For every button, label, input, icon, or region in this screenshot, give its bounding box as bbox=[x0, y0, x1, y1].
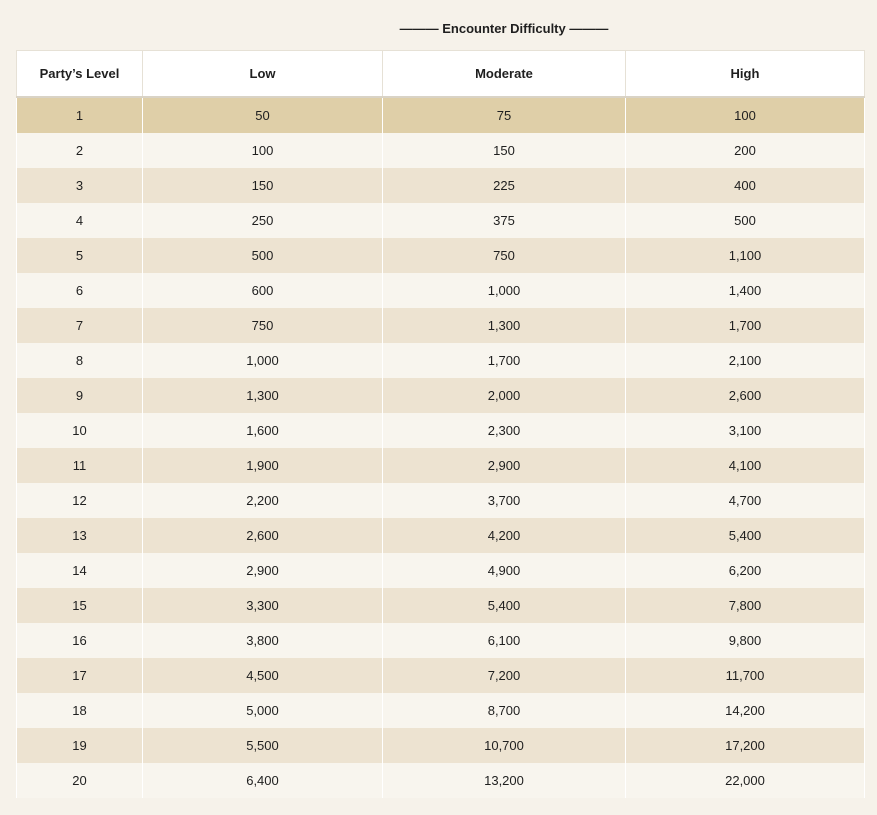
cell-high: 22,000 bbox=[626, 763, 865, 798]
cell-party-level: 14 bbox=[17, 553, 143, 588]
cell-party-level: 17 bbox=[17, 658, 143, 693]
cell-high: 200 bbox=[626, 133, 865, 168]
cell-moderate: 13,200 bbox=[383, 763, 626, 798]
cell-party-level: 12 bbox=[17, 483, 143, 518]
cell-moderate: 150 bbox=[383, 133, 626, 168]
table-row bbox=[17, 553, 865, 588]
cell-moderate: 2,900 bbox=[383, 448, 626, 483]
table-row bbox=[17, 378, 865, 413]
cell-low: 5,500 bbox=[143, 728, 383, 763]
cell-high: 1,100 bbox=[626, 238, 865, 273]
cell-party-level: 20 bbox=[17, 763, 143, 798]
cell-low: 2,900 bbox=[143, 553, 383, 588]
cell-moderate: 10,700 bbox=[383, 728, 626, 763]
table-row bbox=[17, 483, 865, 518]
table-row bbox=[17, 308, 865, 343]
cell-low: 3,800 bbox=[143, 623, 383, 658]
table-row bbox=[17, 343, 865, 378]
cell-moderate: 1,000 bbox=[383, 273, 626, 308]
cell-high: 14,200 bbox=[626, 693, 865, 728]
cell-low: 2,600 bbox=[143, 518, 383, 553]
table-row bbox=[17, 448, 865, 483]
header-low: Low bbox=[143, 51, 383, 98]
cell-moderate: 1,300 bbox=[383, 308, 626, 343]
cell-party-level: 6 bbox=[17, 273, 143, 308]
cell-low: 100 bbox=[143, 133, 383, 168]
table-row bbox=[17, 693, 865, 728]
cell-party-level: 3 bbox=[17, 168, 143, 203]
cell-party-level: 13 bbox=[17, 518, 143, 553]
encounter-difficulty-table bbox=[16, 50, 865, 798]
cell-moderate: 75 bbox=[383, 97, 626, 133]
cell-high: 4,100 bbox=[626, 448, 865, 483]
cell-party-level: 11 bbox=[17, 448, 143, 483]
cell-low: 150 bbox=[143, 168, 383, 203]
cell-low: 1,300 bbox=[143, 378, 383, 413]
cell-low: 500 bbox=[143, 238, 383, 273]
header-high: High bbox=[626, 51, 865, 98]
cell-high: 2,100 bbox=[626, 343, 865, 378]
cell-party-level: 1 bbox=[17, 97, 143, 133]
cell-high: 9,800 bbox=[626, 623, 865, 658]
table-row bbox=[17, 518, 865, 553]
cell-party-level: 9 bbox=[17, 378, 143, 413]
cell-party-level: 15 bbox=[17, 588, 143, 623]
cell-low: 2,200 bbox=[143, 483, 383, 518]
cell-party-level: 16 bbox=[17, 623, 143, 658]
table-row bbox=[17, 763, 865, 798]
cell-high: 6,200 bbox=[626, 553, 865, 588]
cell-moderate: 4,900 bbox=[383, 553, 626, 588]
table-row bbox=[17, 728, 865, 763]
cell-moderate: 750 bbox=[383, 238, 626, 273]
cell-high: 1,700 bbox=[626, 308, 865, 343]
table-header bbox=[17, 51, 865, 98]
cell-high: 3,100 bbox=[626, 413, 865, 448]
cell-high: 100 bbox=[626, 97, 865, 133]
cell-high: 11,700 bbox=[626, 658, 865, 693]
cell-high: 7,800 bbox=[626, 588, 865, 623]
table-row bbox=[17, 658, 865, 693]
cell-high: 2,600 bbox=[626, 378, 865, 413]
cell-low: 750 bbox=[143, 308, 383, 343]
cell-high: 1,400 bbox=[626, 273, 865, 308]
table-caption: ——— Encounter Difficulty ——— bbox=[399, 20, 609, 36]
table-row bbox=[17, 168, 865, 203]
cell-high: 17,200 bbox=[626, 728, 865, 763]
cell-low: 3,300 bbox=[143, 588, 383, 623]
table-row bbox=[17, 133, 865, 168]
table-row bbox=[17, 623, 865, 658]
table-body bbox=[17, 97, 865, 798]
cell-high: 4,700 bbox=[626, 483, 865, 518]
cell-moderate: 2,300 bbox=[383, 413, 626, 448]
header-moderate: Moderate bbox=[383, 51, 626, 98]
cell-moderate: 5,400 bbox=[383, 588, 626, 623]
cell-moderate: 225 bbox=[383, 168, 626, 203]
cell-low: 1,000 bbox=[143, 343, 383, 378]
table-row bbox=[17, 273, 865, 308]
cell-party-level: 10 bbox=[17, 413, 143, 448]
cell-high: 5,400 bbox=[626, 518, 865, 553]
cell-low: 50 bbox=[143, 97, 383, 133]
cell-party-level: 4 bbox=[17, 203, 143, 238]
cell-moderate: 4,200 bbox=[383, 518, 626, 553]
cell-high: 400 bbox=[626, 168, 865, 203]
cell-low: 6,400 bbox=[143, 763, 383, 798]
cell-party-level: 5 bbox=[17, 238, 143, 273]
cell-moderate: 375 bbox=[383, 203, 626, 238]
cell-moderate: 1,700 bbox=[383, 343, 626, 378]
encounter-difficulty-table-container bbox=[16, 50, 864, 798]
cell-moderate: 2,000 bbox=[383, 378, 626, 413]
table-row bbox=[17, 97, 865, 133]
cell-party-level: 2 bbox=[17, 133, 143, 168]
table-row bbox=[17, 203, 865, 238]
header-party-level: Party’s Level bbox=[17, 51, 143, 98]
cell-low: 4,500 bbox=[143, 658, 383, 693]
cell-moderate: 7,200 bbox=[383, 658, 626, 693]
cell-moderate: 6,100 bbox=[383, 623, 626, 658]
cell-party-level: 8 bbox=[17, 343, 143, 378]
cell-moderate: 3,700 bbox=[383, 483, 626, 518]
cell-low: 250 bbox=[143, 203, 383, 238]
cell-party-level: 18 bbox=[17, 693, 143, 728]
table-row bbox=[17, 413, 865, 448]
cell-low: 1,900 bbox=[143, 448, 383, 483]
header-row bbox=[17, 51, 865, 98]
table-row bbox=[17, 588, 865, 623]
cell-low: 5,000 bbox=[143, 693, 383, 728]
cell-high: 500 bbox=[626, 203, 865, 238]
cell-low: 1,600 bbox=[143, 413, 383, 448]
table-row bbox=[17, 238, 865, 273]
cell-moderate: 8,700 bbox=[383, 693, 626, 728]
cell-party-level: 7 bbox=[17, 308, 143, 343]
cell-low: 600 bbox=[143, 273, 383, 308]
cell-party-level: 19 bbox=[17, 728, 143, 763]
